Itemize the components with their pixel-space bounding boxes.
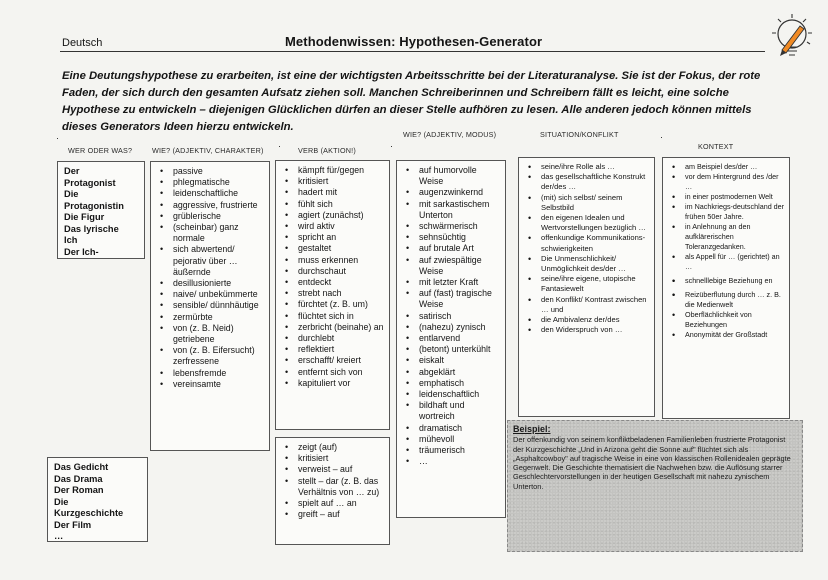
list-item: • dramatisch (403, 423, 501, 434)
lightbulb-pen-icon (764, 10, 820, 64)
list-item: • leidenschaftlich (403, 389, 501, 400)
list-item: • zermürbte (157, 312, 265, 323)
list-item: • in Anlehnung an den aufklärerischen Toleranzgedanken. (669, 222, 785, 252)
list-item: • offenkundige Kommunikations-schwierigkeiten (525, 233, 650, 253)
list-item: • sensible/ dünnhäutige (157, 300, 265, 311)
list-item: • eiskalt (403, 355, 501, 366)
list-item: • in einer postmodernen Welt (669, 192, 785, 202)
list-item: • (nahezu) zynisch (403, 322, 501, 333)
list-wer (58, 162, 144, 259)
list-item: • den Konflikt/ Kontrast zwischen … und (525, 295, 650, 315)
header-wie-charakter: WIE? (ADJEKTIV, CHARAKTER) (152, 146, 264, 155)
list-item: • auf zwiespältige Weise (403, 255, 501, 277)
list-item: Das Drama (54, 473, 103, 484)
column-wie-modus (396, 160, 506, 518)
list-item: • mit letzter Kraft (403, 277, 501, 288)
list-item: • naive/ unbekümmerte (157, 289, 265, 300)
column-wer-texte (47, 457, 148, 542)
list-item: • vor dem Hintergrund des /der … (669, 172, 785, 192)
list-item: • schwärmerisch (403, 221, 501, 232)
list-item: Die (64, 189, 79, 199)
list-situation (519, 158, 654, 337)
list-item: • im Nachkriegs-deutschland der frühen 50er Jahre. (669, 202, 785, 222)
list-item: • kritisiert (282, 176, 385, 187)
list-item: • von (z. B. Neid) getriebene (157, 323, 265, 345)
list-item: • Anonymität der Großstadt (669, 330, 785, 340)
list-item: • (mit) sich selbst/ seinem Selbstbild (525, 193, 650, 213)
list-item: … (54, 531, 64, 541)
column-verb-texte (275, 437, 390, 545)
list-item: • fühlt sich (282, 199, 385, 210)
list-item: Der Ich- (64, 246, 99, 257)
list-item: Kurzgeschichte (54, 508, 124, 518)
dot-mark: · (660, 132, 663, 142)
list-item: • entfernt sich von (282, 367, 385, 378)
column-verb (275, 160, 390, 430)
list-item: Der (64, 166, 80, 176)
list-kontext (663, 158, 789, 342)
list-item: • sich abwertend/ pejorativ über … äußernde (157, 244, 265, 278)
list-item: Die Figur (64, 212, 105, 222)
list-item: • strebt nach (282, 288, 385, 299)
header-wer: WER ODER WAS? (68, 146, 133, 155)
list-item: • von (z. B. Eifersucht) zerfressene (157, 345, 265, 367)
column-wer (57, 161, 145, 259)
list-item: • bildhaft und wortreich (403, 400, 501, 422)
list-item: • den Widerspruch von … (525, 325, 650, 335)
list-item: Ich (64, 235, 78, 245)
list-item: • Oberflächlichkeit von Beziehungen (669, 310, 785, 330)
list-item: • stellt – dar (z. B. das Verhältnis von … zu) (282, 476, 385, 498)
list-item: • durchlebt (282, 333, 385, 344)
list-item: • grüblerische (157, 211, 265, 222)
list-item: Das Gedicht (54, 462, 109, 472)
list-wie-modus (397, 161, 505, 469)
list-item: • sehnsüchtig (403, 232, 501, 243)
column-situation (518, 157, 655, 417)
list-wie-charakter (151, 162, 269, 392)
list-item: • passive (157, 166, 265, 177)
list-item: • leidenschaftliche (157, 188, 265, 199)
page-title: Methodenwissen: Hypothesen-Generator (285, 34, 543, 49)
example-text: Der offenkundig von seinem konfliktbeladenen Familienleben frustrierte Protagonist der Kurzgeschichte „Und in Arizona geht die Sonne auf" flüchtet sich als „Asphaltcowboy" auf tragische Weise in eine von klassischen Rollenidealen geprägte Gegenwelt. Die Geschichte thematisiert die Nachwehen bzw. die Auflösung starrer Geschlechtervorstellungen in der heutigen Gesellschaft mit nahezu zynischem Unterton. (513, 435, 791, 491)
header-verb: VERB (AKTION!) (298, 146, 356, 155)
list-item: • phlegmatische (157, 177, 265, 188)
list-item: • träumerisch (403, 445, 501, 456)
list-item: • emphatisch (403, 378, 501, 389)
list-item: • desillusionierte (157, 278, 265, 289)
list-item: • seine/ihre eigene, utopische Fantasiewelt (525, 274, 650, 294)
list-item: • hadert mit (282, 187, 385, 198)
subject-label: Deutsch (62, 37, 103, 49)
list-item: • spielt auf … an (282, 498, 385, 509)
list-item: • entdeckt (282, 277, 385, 288)
list-item: • vereinsamte (157, 379, 265, 390)
list-item: • … (403, 456, 501, 467)
list-item: • (scheinbar) ganz normale (157, 222, 265, 244)
header-wie-modus: WIE? (ADJEKTIV, MODUS) (403, 130, 497, 139)
list-item: • zeigt (auf) (282, 442, 385, 453)
list-item: • muss erkennen (282, 255, 385, 266)
list-item: • die Ambivalenz der/des (525, 315, 650, 325)
list-item: • mühevoll (403, 434, 501, 445)
column-wie-charakter (150, 161, 270, 451)
list-item: • erschafft/ kreiert (282, 355, 385, 366)
list-item: • lebensfremde (157, 368, 265, 379)
list-item: Das lyrische (64, 223, 119, 234)
header-situation: SITUATION/KONFLIKT (540, 130, 619, 139)
list-item: • Reizüberflutung durch … z. B. die Medienwelt (669, 290, 785, 310)
list-item: • greift – auf (282, 509, 385, 520)
list-item: • fürchtet (z. B. um) (282, 299, 385, 310)
list-item: • reflektiert (282, 344, 385, 355)
list-item: • kritisiert (282, 453, 385, 464)
list-item: • gestaltet (282, 243, 385, 254)
dot-mark: · (278, 141, 281, 151)
list-item: Der Film (54, 519, 92, 530)
list-item: Protagonistin (64, 200, 124, 211)
list-item: • zerbricht (beinahe) an (282, 322, 385, 333)
list-verb-texte (276, 438, 389, 522)
list-item: • wird aktiv (282, 221, 385, 232)
list-item: • spricht an (282, 232, 385, 243)
list-item: • augenzwinkernd (403, 187, 501, 198)
list-item: • auf humorvolle Weise (403, 165, 501, 187)
list-verb (276, 161, 389, 391)
list-item: • mit sarkastischem Unterton (403, 199, 501, 221)
list-item: • kapituliert vor (282, 378, 385, 389)
example-box (507, 420, 803, 552)
list-item: • auf brutale Art (403, 243, 501, 254)
list-item: • Die Unmenschlichkeit/ Unmöglichkeit des/der … (525, 254, 650, 274)
list-item: • den eigenen Idealen und Wertvorstellungen bezüglich … (525, 213, 650, 233)
list-item: • abgeklärt (403, 367, 501, 378)
list-item: • seine/ihre Rolle als … (525, 162, 650, 172)
list-item: • satirisch (403, 311, 501, 322)
list-item: • aggressive, frustrierte (157, 200, 265, 211)
header-kontext: KONTEXT (698, 142, 734, 151)
list-wer-texte (48, 458, 147, 542)
list-item: Protagonist (64, 177, 116, 188)
list-item: • flüchtet sich in (282, 311, 385, 322)
list-item: • durchschaut (282, 266, 385, 277)
list-item: • schnelllebige Beziehung en (669, 276, 785, 286)
column-kontext (662, 157, 790, 419)
list-item: Der Roman (54, 485, 104, 495)
example-label: Beispiel: (513, 424, 551, 434)
list-item: • kämpft für/gegen (282, 165, 385, 176)
list-item: • das gesellschaftliche Konstrukt der/des … (525, 172, 650, 192)
list-item: • entlarvend (403, 333, 501, 344)
list-item: • auf (fast) tragische Weise (403, 288, 501, 310)
list-item: • (betont) unterkühlt (403, 344, 501, 355)
header-divider (60, 51, 765, 52)
dot-mark: · (56, 133, 59, 143)
list-item: • am Beispiel des/der … (669, 162, 785, 172)
list-item: Die (54, 496, 69, 507)
list-item: • agiert (zunächst) (282, 210, 385, 221)
list-item: • als Appell für … (gerichtet) an … (669, 252, 785, 272)
intro-paragraph: Eine Deutungshypothese zu erarbeiten, ist eine der wichtigsten Arbeitsschritte bei der Literaturanalyse. Sie ist der Fokus, der rote Faden, der sich durch den gesamten Aufsatz ziehen soll. Manchen Schreiberinnen und Schreibern fällt es leicht, eine solche Hypothese zu entwickeln – diejenigen Glücklichen dürfen an dieser Stelle aufhören zu lesen. Alle anderen jedoch können mittels dieses Generators Ideen hierzu entwickeln. (62, 70, 761, 133)
list-item: • verweist – auf (282, 464, 385, 475)
dot-mark: · (390, 141, 393, 151)
